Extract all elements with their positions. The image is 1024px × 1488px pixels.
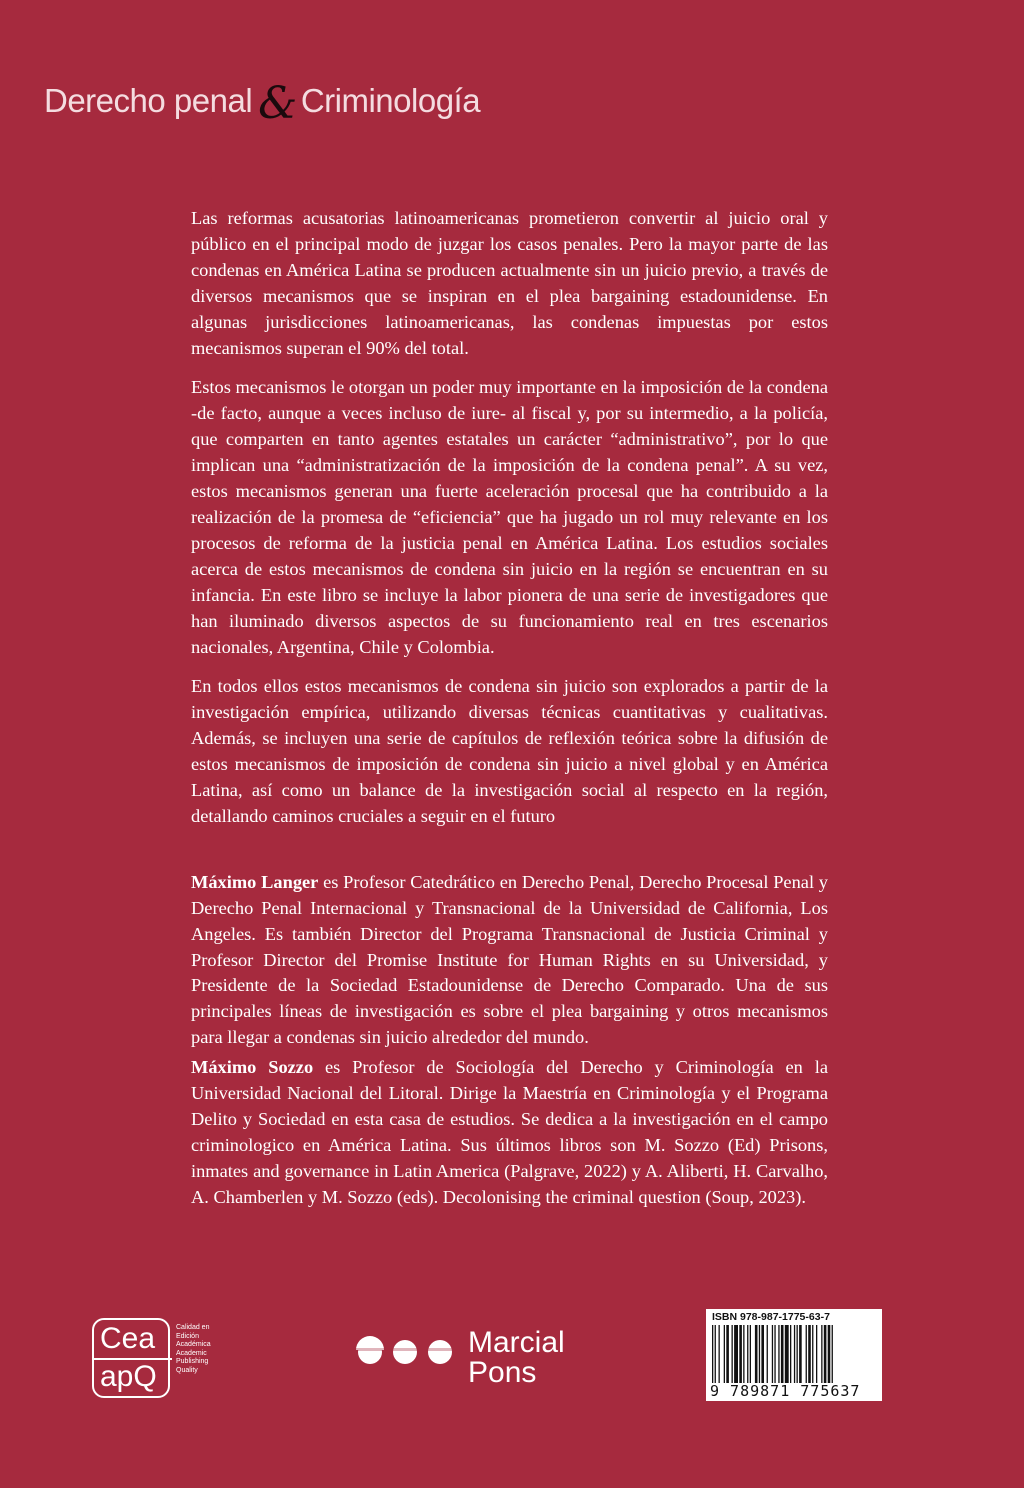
author-name: Máximo Langer <box>191 871 319 892</box>
section-spacer <box>191 844 828 870</box>
ceaapq-logo-bottom: apQ <box>100 1360 157 1393</box>
isbn-barcode-block <box>706 1309 882 1401</box>
ceaapq-caption-line: Academic <box>176 1349 207 1357</box>
ampersand-glyph: & <box>258 78 297 129</box>
publisher-name-line-1: Marcial <box>468 1326 565 1359</box>
ceaapq-caption-line: Quality <box>176 1366 198 1374</box>
series-title <box>44 72 481 129</box>
ceaapq-logo-box <box>92 1318 170 1398</box>
author-bio-text: es Profesor de Sociología del Derecho y Criminología en la Universidad Nacional del Litoral. Dirige la Maestría en Criminología y el Programa Delito y Sociedad en esta casa de estudios. Se dedica a la investigación en el campo criminologico en América Latina. Sus últimos libros son M. Sozzo (Ed) Prisons, inmates and governance in Latin America (Palgrave, 2022) y A. Aliberti, H. Carvalho, A. Chamberlen y M. Sozzo (eds). Decolonising the criminal question (Soup, 2023). <box>191 1057 828 1207</box>
publisher-name-line-2: Pons <box>468 1356 537 1389</box>
back-cover-text <box>191 206 828 1215</box>
publisher-name <box>468 1328 565 1388</box>
author-bio-text: es Profesor Catedrático en Derecho Penal, Derecho Procesal Penal y Derecho Penal Internacional y Transnacional de la Universidad de California, Los Angeles. Es también Director del Programa Transnacional de Justicia Criminal y Profesor Director del Promise Institute for Human Rights en su Universidad, y Presidente de la Sociedad Estadounidense de Derecho Comparado. Una de sus principales líneas de investigación es sobre el plea bargaining y otros mecanismos para llegar a condenas sin juicio alrededor del mundo. <box>191 871 828 1048</box>
isbn-digits: 9 789871 775637 <box>710 1382 861 1400</box>
ceaapq-caption-line: Académica <box>176 1341 211 1348</box>
synopsis-paragraph-1: Las reformas acusatorias latinoamericanas prometieron convertir al juicio oral y público en el principal modo de juzgar los casos penales. Pero la mayor parte de las condenas en América Latina se producen actualmente sin un juicio previo, a través de diversos mecanismos que se inspiran en el plea bargaining estadounidense. En algunas jurisdicciones latinoamericanas, las condenas impuestas por estos mecanismos superan el 90% del total. <box>191 208 828 358</box>
series-title-left: Derecho penal <box>44 82 253 119</box>
ceaapq-logo-top: Cea <box>100 1322 156 1355</box>
synopsis-paragraph-2: Estos mecanismos le otorgan un poder muy importante en la imposición de la condena -de facto, aunque a veces incluso de iure- al fiscal y, por su intermedio, a la policía, que comparten en tanto agentes estatales un carácter “administrativo”, por lo que implican una “administratización de la imposición de la condena penal”. A su vez, estos mecanismos generan una fuerte aceleración procesal que ha contribuido a la realización de la promesa de “eficiencia” que ha jugado un rol muy relevante en los procesos de reforma de la justicia penal en América Latina. Los estudios sociales acerca de estos mecanismos de condena sin juicio en la región se encuentran en su infancia. En este libro se incluye la labor pionera de una serie de investigadores que han iluminado diversos aspectos de su funcionamiento real en tres escenarios nacionales, Argentina, Chile y Colombia. <box>191 377 828 657</box>
ceaapq-quality-seal <box>92 1318 222 1400</box>
series-title-right: Criminología <box>300 82 481 119</box>
author-bio-sozzo <box>191 1055 828 1210</box>
publisher-dots-icon <box>354 1336 458 1364</box>
ceaapq-caption-line: Edición <box>176 1332 199 1340</box>
author-name: Máximo Sozzo <box>191 1057 314 1078</box>
synopsis-paragraph-3: En todos ellos estos mecanismos de condena sin juicio son explorados a partir de la investigación empírica, utilizando diversas técnicas cuantitativas y cualitativas. Además, se incluyen una serie de capítulos de reflexión teórica sobre la difusión de estos mecanismos de imposición de condena sin juicio a nivel global y en América Latina, así como un balance de la investigación social al respecto en la región, detallando caminos cruciales a seguir en el futuro <box>191 676 828 826</box>
ceaapq-caption-line: Calidad en <box>176 1324 210 1331</box>
publisher-logo <box>354 1328 584 1394</box>
author-bio-langer <box>191 870 828 1051</box>
isbn-label: ISBN 978-987-1775-63-7 <box>712 1311 830 1323</box>
ceaapq-caption <box>176 1324 236 1375</box>
ceaapq-caption-line: Publishing <box>176 1358 209 1365</box>
barcode-icon <box>712 1325 876 1383</box>
